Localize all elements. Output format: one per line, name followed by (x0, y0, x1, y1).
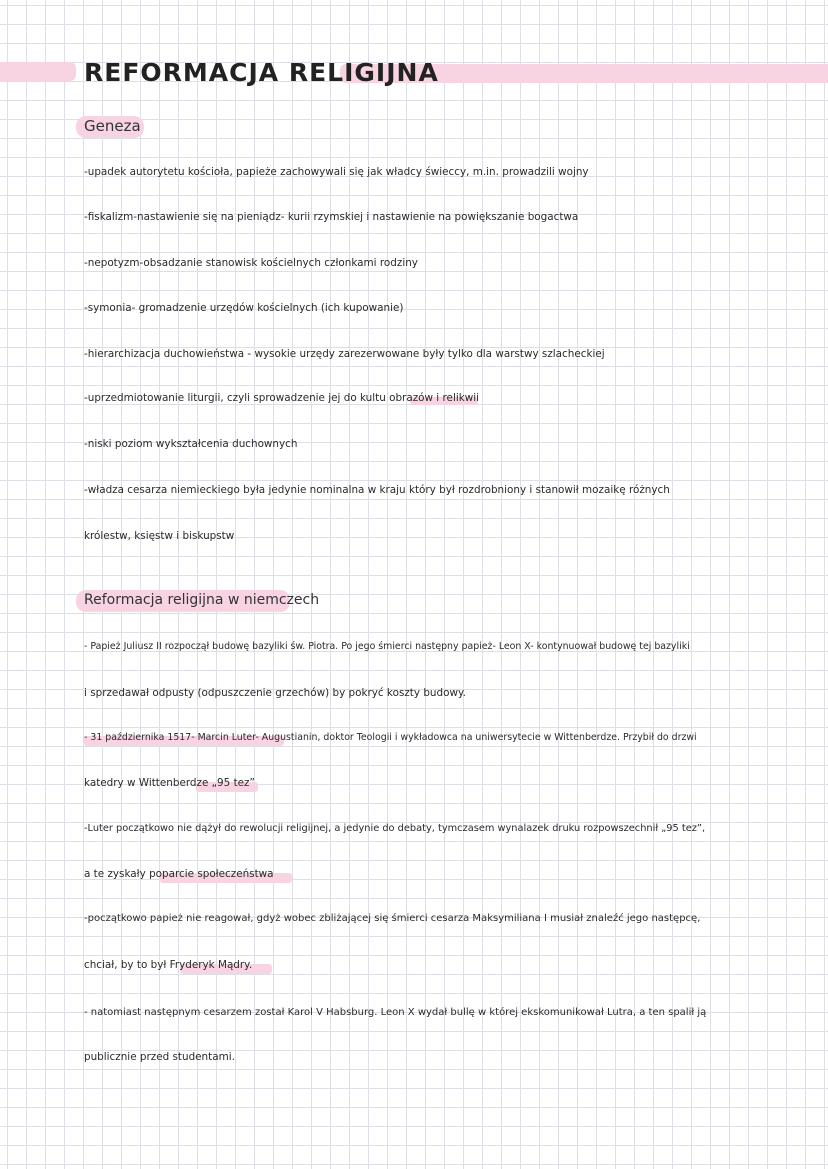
reformacja-line-3: - 31 października 1517- Marcin Luter- Augustianin, doktor Teologii i wykładowca na uniwersytecie w Wittenberdze. Przybił do drzwi (84, 732, 697, 743)
reformacja-line-8: chciał, by to był Fryderyk Mądry. (84, 959, 253, 971)
geneza-line-8: -władza cesarza niemieckiego była jedynie nominalna w kraju który był rozdrobniony i stanowił mozaikę różnych (84, 484, 670, 496)
reformacja-line-2: i sprzedawał odpusty (odpuszczenie grzechów) by pokryć koszty budowy. (84, 687, 466, 699)
geneza-line-2: -fiskalizm-nastawienie się na pieniądz- kurii rzymskiej i nastawienie na powiększanie bogactwa (84, 211, 579, 223)
geneza-line-5: -hierarchizacja duchowieństwa - wysokie urzędy zarezerwowane były tylko dla warstwy szlacheckiej (84, 348, 605, 360)
geneza-line-7: -niski poziom wykształcenia duchownych (84, 438, 298, 450)
title-highlight-left (0, 62, 76, 81)
geneza-line-3: -nepotyzm-obsadzanie stanowisk kościelnych członkami rodziny (84, 257, 418, 269)
page-title: REFORMACJA RELIGIJNA (84, 58, 439, 87)
geneza-line-9: królestw, księstw i biskupstw (84, 530, 235, 542)
section-heading-reformacja: Reformacja religijna w niemczech (84, 592, 320, 608)
geneza-line-4: -symonia- gromadzenie urzędów kościelnych (ich kupowanie) (84, 302, 404, 314)
reformacja-line-6: a te zyskały poparcie społeczeństwa (84, 868, 274, 880)
reformacja-line-7: -początkowo papież nie reagował, gdyż wobec zbliżającej się śmierci cesarza Maksymiliana I musiał znaleźć jego następcę, (84, 913, 701, 924)
geneza-line-1: -upadek autorytetu kościoła, papieże zachowywali się jak władcy świeccy, m.in. prowadzili wojny (84, 166, 589, 178)
reformacja-line-9: - natomiast następnym cesarzem został Karol V Habsburg. Leon X wydał bullę w której ekskomunikował Lutra, a ten spalił ją (84, 1007, 707, 1018)
reformacja-line-10: publicznie przed studentami. (84, 1051, 235, 1063)
section-heading-geneza: Geneza (84, 117, 141, 135)
reformacja-line-1: - Papież Juliusz II rozpoczął budowę bazyliki św. Piotra. Po jego śmierci następny papież- Leon X- kontynuował budowę tej bazyliki (84, 641, 690, 652)
reformacja-line-4: katedry w Wittenberdze „95 tez” (84, 777, 255, 789)
geneza-line-6: -uprzedmiotowanie liturgii, czyli sprowadzenie jej do kultu obrazów i relikwii (84, 392, 480, 404)
reformacja-line-5: -Luter początkowo nie dążył do rewolucji religijnej, a jedynie do debaty, tymczasem wynalazek druku rozpowszechnił „95 tez”, (84, 823, 706, 834)
